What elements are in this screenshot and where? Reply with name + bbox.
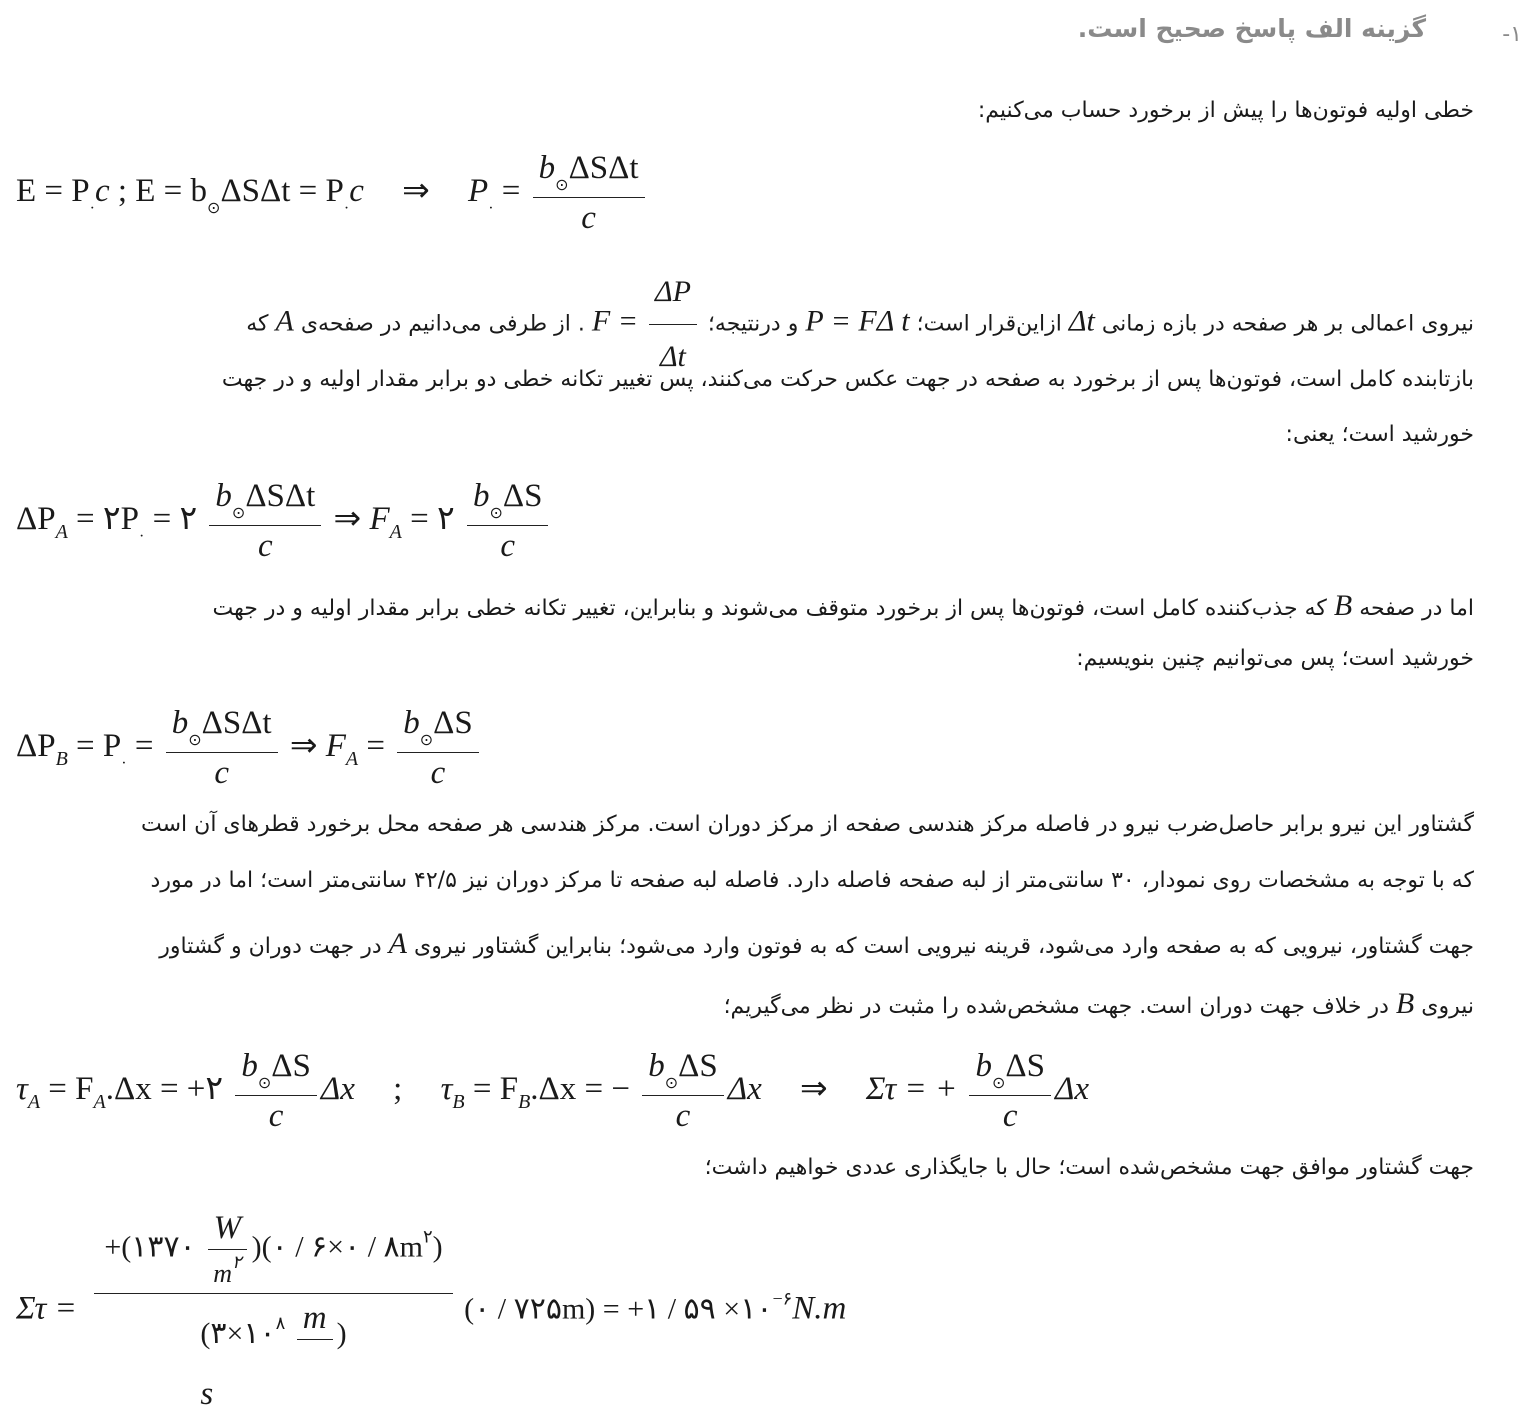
- paragraph-3: بازتابنده کامل است، فوتون‌ها پس از برخورد به صفحه در جهت عکس حرکت می‌کنند، پس تغییر تکانه خطی دو برابر مقدار اولیه و در جهت: [221, 367, 1474, 392]
- symbol-A: A: [275, 304, 294, 338]
- paragraph-1: خطی اولیه فوتون‌ها را پیش از برخورد حساب می‌کنیم:: [977, 98, 1474, 123]
- equation-4: $\tau_A = F_A.\Delta x$ = +۲ $\frac{b_⊙\Delta S}{c}$ Δx ; $\tau_B = F_B.\Delta x$ = − $\frac{b_⊙\Delta S}{c}$ Δx ⇒ Στ = + $\frac{b_⊙\Delta S}{c}$ Δx: [16, 1048, 1089, 1134]
- paragraph-7: گشتاور این نیرو برابر حاصل‌ضرب نیرو در فاصله مرکز هندسی صفحه از مرکز دوران است. مرکز هندسی هر صفحه محل برخورد قطرهای آن است: [141, 812, 1474, 837]
- question-number: -۱: [1502, 22, 1522, 47]
- paragraph-5: اما در صفحه B که جذب‌کننده کامل است، فوتون‌ها پس از برخورد متوقف می‌شوند و بنابراین، تغییر تکانه خطی برابر مقدار اولیه و در جهت: [212, 589, 1474, 622]
- equation-2: $\Delta P_A$ = $۲P_\cdot$ = ۲ $\frac{b_⊙\Delta S\Delta t}{c}$ ⇒ $F_A$ = ۲ $\frac{b_⊙\Delta S}{c}$: [16, 478, 552, 565]
- F-equals-dP-dt: F = $\frac{\Delta P}{\Delta t}$: [592, 262, 701, 387]
- eq1-fraction: $\frac{b_⊙\Delta S\Delta t}{c}$: [533, 150, 645, 237]
- answer-heading: گزینه الف پاسخ صحیح است.: [1077, 14, 1426, 43]
- equation-5: Στ = +(۱۳۷۰ $\frac{W}{m^۲}$ )(۰ / ۶×۰ / $۸m^۲$) ($۳\times ۱۰^۸$ m ) s (۰ / ۷۲۵m) = +۱ / ۵۹ $\times ۱۰^{-۶}N.m$: [16, 1210, 847, 1412]
- paragraph-6: خورشید است؛ پس می‌توانیم چنین بنویسیم:: [1076, 646, 1474, 671]
- paragraph-11: جهت گشتاور موافق جهت مشخص‌شده است؛ حال با جایگذاری عددی خواهیم داشت؛: [704, 1155, 1474, 1180]
- symbol-P-eq: P = FΔ t: [805, 304, 910, 338]
- paragraph-2: نیروی اعمالی بر هر صفحه در بازه زمانی Δt ازاین‌قرار است؛ P = FΔ t و درنتیجه؛ F = $\frac{\Delta P}{\Delta t}$ . از طرفی می‌دانیم در صفحه‌ی A که: [14, 262, 1474, 387]
- equation-3: $\Delta P_B = P_\cdot$ = $\frac{b_⊙\Delta S\Delta t}{c}$ ⇒ $F_A$ = $\frac{b_⊙\Delta S}{c}$: [16, 705, 483, 792]
- eq1-left: E = P: [16, 173, 90, 210]
- paragraph-8: که با توجه به مشخصات روی نمودار، ۳۰ سانتی‌متر از لبه صفحه فاصله دارد. فاصله لبه صفحه تا مرکز دوران نیز ۴۲/۵ سانتی‌متر است؛ اما در مورد: [150, 868, 1474, 893]
- paragraph-4: خورشید است؛ یعنی:: [1285, 422, 1474, 447]
- symbol-dt: Δt: [1068, 304, 1095, 338]
- symbol-B: B: [1333, 589, 1353, 622]
- equation-1: $E = P_\cdot c$ ; $E = b_⊙\Delta S\Delta t = P_\cdot c$ ⇒ $P_\cdot$ = $\frac{b_⊙\Delta S\Delta t}{c}$: [16, 150, 649, 237]
- paragraph-10: نیروی B در خلاف جهت دوران است. جهت مشخص‌شده را مثبت در نظر می‌گیریم؛: [723, 987, 1474, 1020]
- paragraph-9: جهت گشتاور، نیرویی که به صفحه وارد می‌شود، قرینه نیرویی است که به فوتون وارد می‌شود؛ بنابراین گشتاور نیروی A در جهت دوران و گشتاور: [159, 927, 1474, 960]
